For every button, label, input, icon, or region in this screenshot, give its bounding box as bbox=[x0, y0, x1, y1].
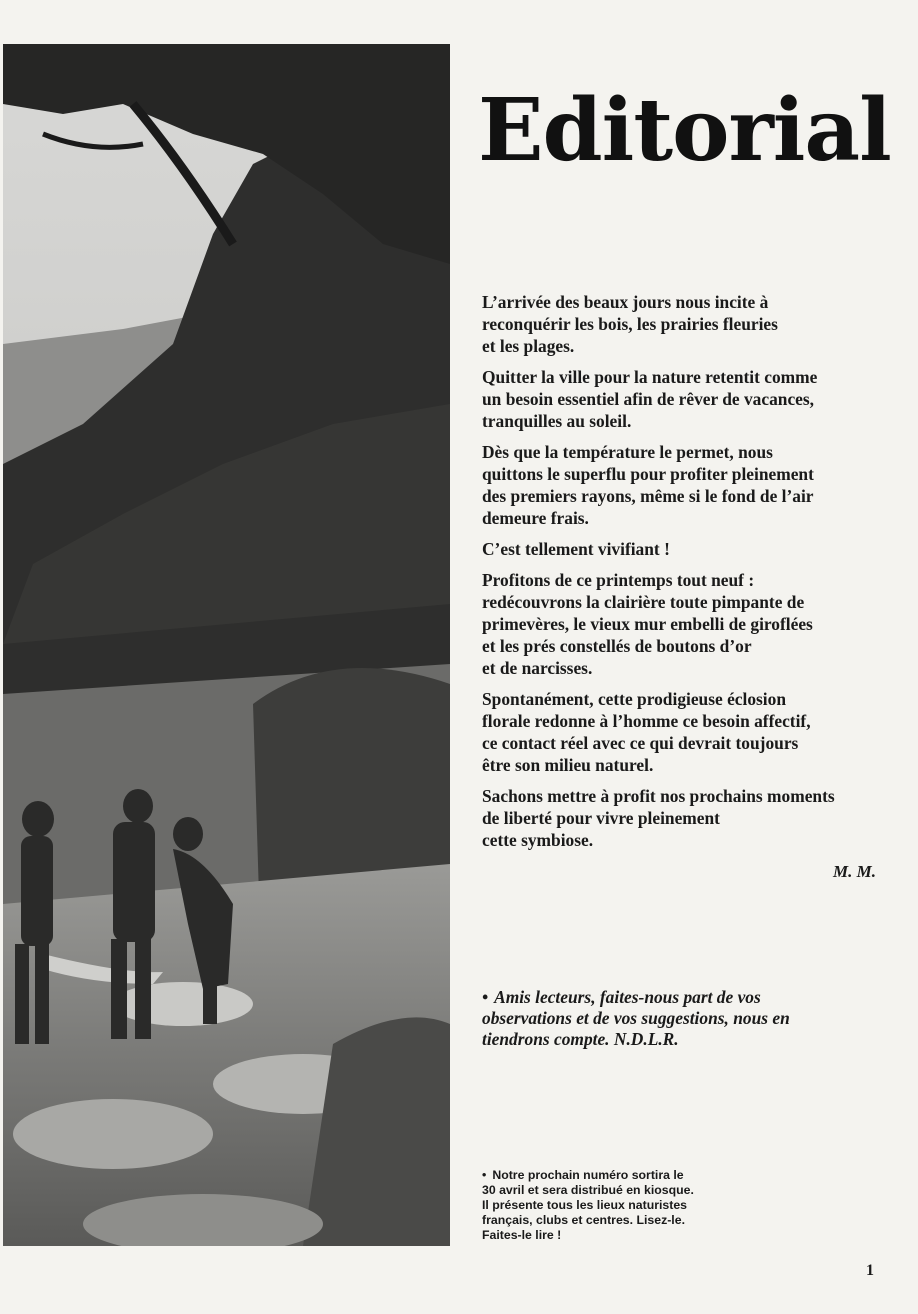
bullet-icon: • bbox=[482, 1168, 487, 1182]
article-paragraph-7: Sachons mettre à profit nos prochains moments de liberté pour vivre pleinement cette symbiose. bbox=[482, 786, 835, 850]
article-paragraph-3: Dès que la température le permet, nous quittons le superflu pour profiter pleinement des premiers rayons, même si le fond de l’air demeure frais. bbox=[482, 442, 814, 528]
photo-illustration bbox=[3, 44, 450, 1246]
article-paragraph-4: C’est tellement vivifiant ! bbox=[482, 539, 670, 559]
editorial-article bbox=[482, 291, 882, 860]
announcement-text: Notre prochain numéro sortira le 30 avril et sera distribué en kiosque. Il présente tous les lieux naturistes français, clubs et centres. Lisez-le. Faites-le lire ! bbox=[482, 1168, 694, 1242]
reader-note bbox=[482, 987, 882, 1050]
article-paragraph-5: Profitons de ce printemps tout neuf : redécouvrons la clairière toute pimpante de primevères, le vieux mur embelli de giroflées et les prés constellés de boutons d’or et de narcisses. bbox=[482, 570, 813, 678]
reader-note-text: Amis lecteurs, faites-nous part de vos observations et de vos suggestions, nous en tiendrons compte. N.D.L.R. bbox=[482, 987, 790, 1049]
rock bbox=[13, 1099, 213, 1169]
author-signature: M. M. bbox=[833, 862, 876, 881]
photo-forest-river bbox=[3, 44, 450, 1246]
page-title: Editorial bbox=[478, 79, 891, 181]
bullet-icon: • bbox=[482, 987, 489, 1007]
article-paragraph-6: Spontanément, cette prodigieuse éclosion florale redonne à l’homme ce besoin affectif, ce contact réel avec ce qui devrait toujours être son milieu naturel. bbox=[482, 689, 811, 775]
next-issue-announcement bbox=[482, 1168, 742, 1243]
article-paragraph-2: Quitter la ville pour la nature retentit comme un besoin essentiel afin de rêver de vacances, tranquilles au soleil. bbox=[482, 367, 818, 431]
article-paragraph-1: L’arrivée des beaux jours nous incite à reconquérir les bois, les prairies fleuries et les plages. bbox=[482, 292, 778, 356]
page-number: 1 bbox=[866, 1262, 874, 1279]
rock bbox=[113, 982, 253, 1026]
